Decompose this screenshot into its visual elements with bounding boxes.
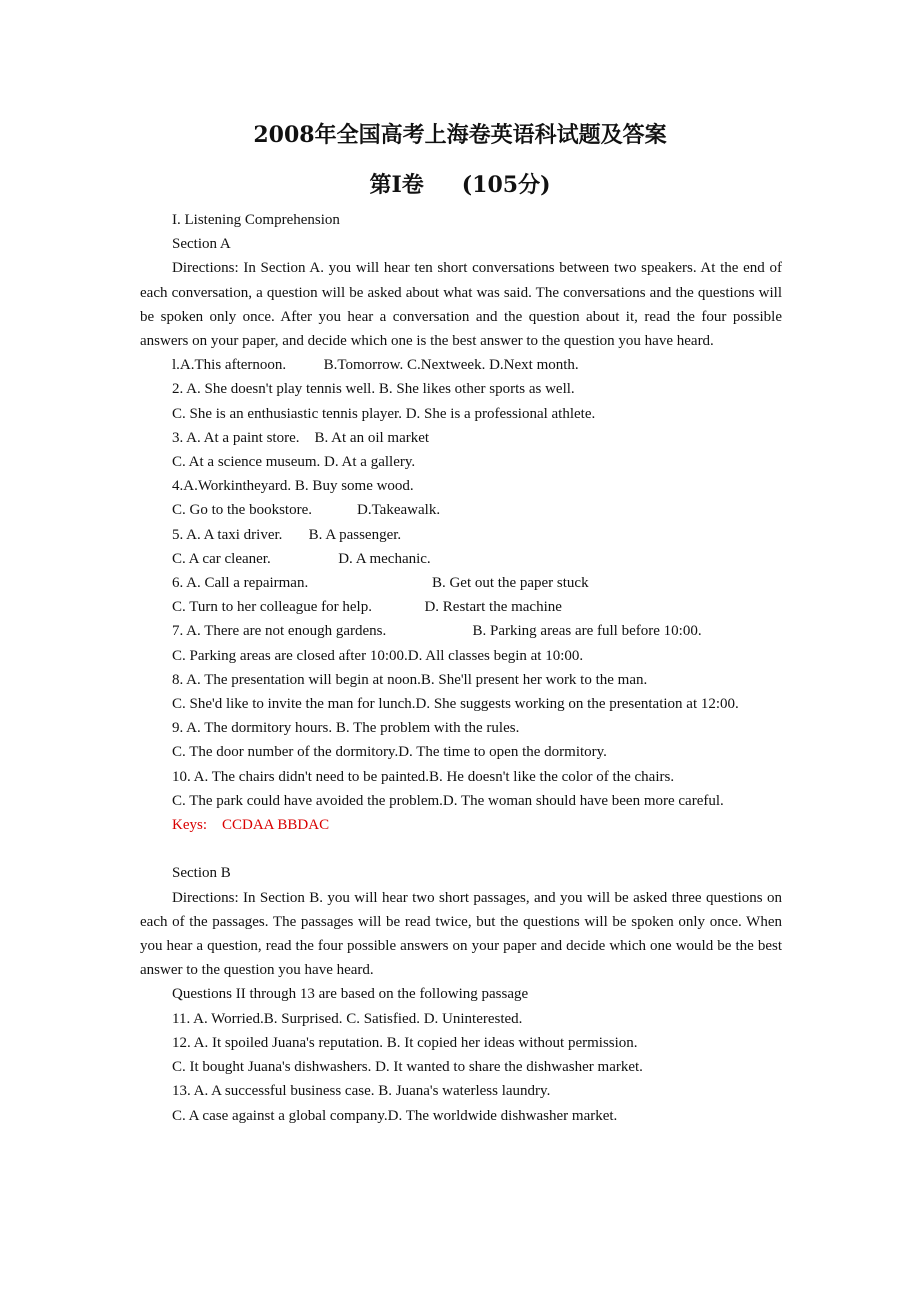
section-a-heading: Section A — [172, 236, 231, 253]
question-line: 2. A. She doesn't play tennis well. B. She likes other sports as well. — [172, 381, 575, 398]
question-line: 9. A. The dormitory hours. B. The problem with the rules. — [172, 720, 520, 737]
question-line: C. It bought Juana's dishwashers. D. It wanted to share the dishwasher market. — [172, 1059, 643, 1076]
question-line: 5. A. A taxi driver. B. A passenger. — [172, 526, 402, 543]
question-line: 6. A. Call a repairman. B. Get out the paper stuck — [172, 575, 589, 592]
question-line: C. At a science museum. D. At a gallery. — [172, 454, 416, 471]
question-line: C. A case against a global company.D. The worldwide dishwasher market. — [172, 1107, 618, 1124]
question-line: C. She'd like to invite the man for lunch.D. She suggests working on the presentation at 12:00. — [172, 696, 739, 713]
paper-part: 第I卷 — [369, 172, 424, 198]
answer-keys: Keys: CCDAA BBDAC — [172, 817, 330, 834]
spacer — [140, 837, 782, 861]
question-line: 4.A.Workintheyard. B. Buy some wood. — [172, 478, 414, 495]
question-line: 3. A. At a paint store. B. At an oil market — [172, 429, 430, 446]
question-line: C. Parking areas are closed after 10:00.D. All classes begin at 10:00. — [172, 647, 584, 664]
question-line: C. A car cleaner. D. A mechanic. — [172, 550, 431, 567]
document-title: 2008年全国高考上海卷英语科试题及答案 — [253, 122, 667, 148]
question-line: C. The door number of the dormitory.D. The time to open the dormitory. — [172, 744, 607, 761]
question-line: C. Go to the bookstore. D.Takeawalk. — [172, 502, 441, 519]
question-line: C. She is an enthusiastic tennis player. D. She is a professional athlete. — [172, 405, 596, 422]
question-line: l.A.This afternoon. B.Tomorrow. C.Nextweek. D.Next month. — [172, 357, 579, 374]
question-line: 7. A. There are not enough gardens. B. Parking areas are full before 10:00. — [172, 623, 702, 640]
section-b-heading: Section B — [172, 865, 231, 882]
section-a-directions: Directions: In Section A. you will hear ten short conversations between two speakers. At the end of each conversation, a question will be asked about what was said. The conversations and the questions will be spoken only once. After you hear a conversation and the question about it, read the four possible answers on your paper, and decide which one is the best answer to the question you have heard. — [140, 260, 782, 350]
section-b-directions: Directions: In Section B. you will hear two short passages, and you will be asked three questions on each of the passages. The passages will be read twice, but the questions will be spoken only once. When you hear a question, read the four possible answers on your paper and decide which one would be the best answer to the question you have heard. — [140, 889, 782, 979]
question-line: 12. A. It spoiled Juana's reputation. B. It copied her ideas without permission. — [172, 1034, 638, 1051]
part-heading: I. Listening Comprehension — [172, 212, 340, 228]
paper-heading — [0, 170, 920, 200]
question-line: C. Turn to her colleague for help. D. Restart the machine — [172, 599, 562, 616]
question-line: Questions II through 13 are based on the following passage — [172, 986, 529, 1003]
question-line: 10. A. The chairs didn't need to be painted.B. He doesn't like the color of the chairs. — [172, 768, 675, 785]
question-line: 11. A. Worried.B. Surprised. C. Satisfied. D. Uninterested. — [172, 1010, 523, 1027]
question-line: C. The park could have avoided the problem.D. The woman should have been more careful. — [172, 792, 724, 809]
question-line: 8. A. The presentation will begin at noon.B. She'll present her work to the man. — [172, 671, 648, 688]
document-body — [140, 208, 782, 1128]
question-line: 13. A. A successful business case. B. Juana's waterless laundry. — [172, 1083, 551, 1100]
paper-score: (105分) — [461, 172, 551, 198]
